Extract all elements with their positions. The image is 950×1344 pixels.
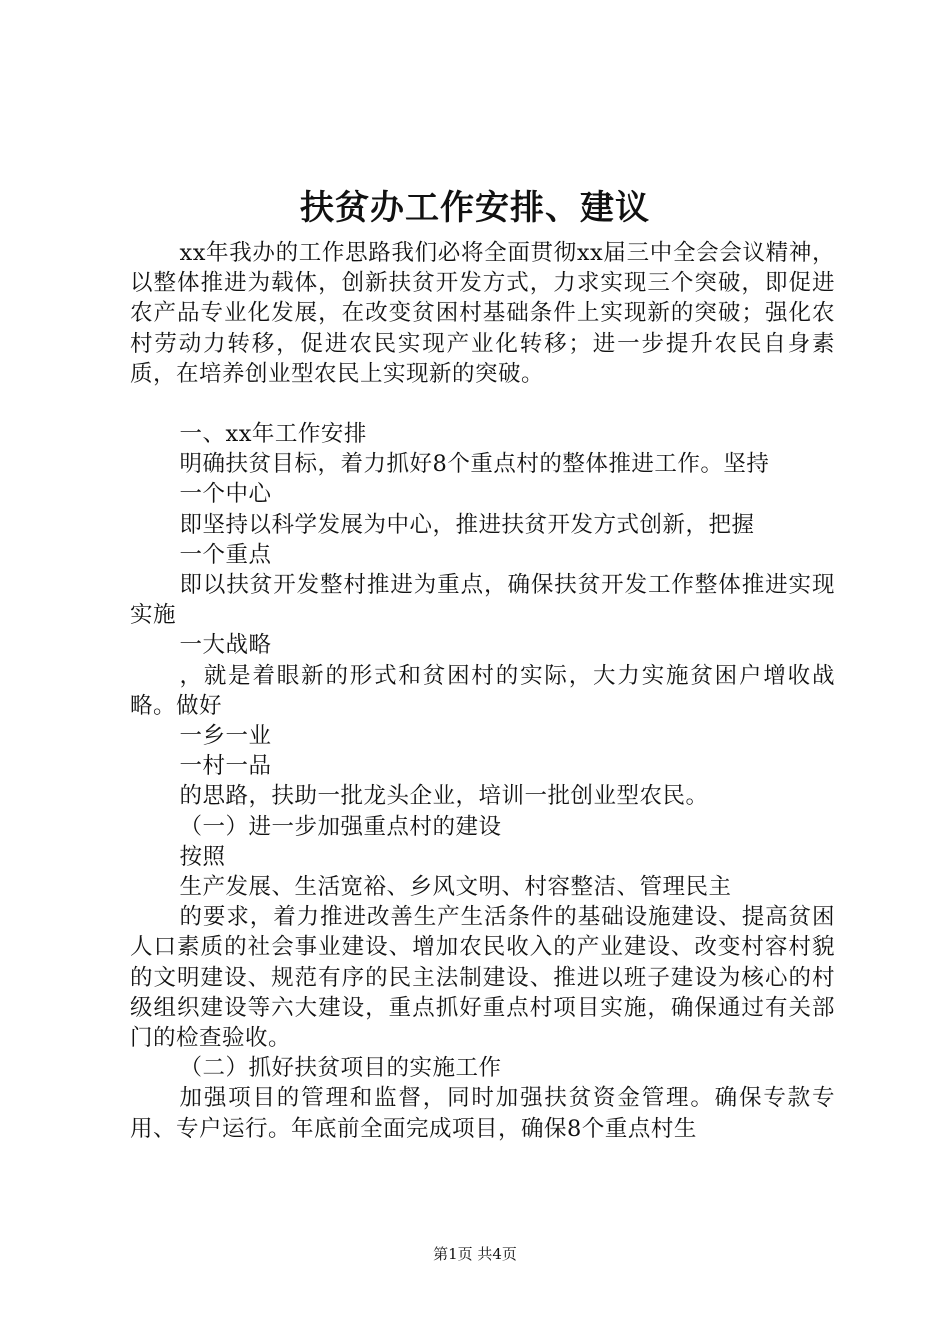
- subsection-heading-2: （二）抓好扶贫项目的实施工作: [179, 1055, 502, 1082]
- section-heading-1: 一、xx年工作安排: [179, 421, 367, 448]
- paragraph: 的思路，扶助一批龙头企业，培训一批创业型农民。: [179, 783, 709, 810]
- paragraph: 即坚持以科学发展为中心，推进扶贫开发方式创新，把握: [179, 511, 755, 538]
- subsection-heading-1: （一）进一步加强重点村的建设: [179, 813, 502, 840]
- paragraph: 一个中心: [179, 481, 272, 508]
- paragraph: 一大战略: [179, 632, 272, 659]
- paragraph: 一乡一业: [179, 723, 272, 750]
- paragraph: 明确扶贫目标，着力抓好8个重点村的整体推进工作。坚持: [179, 451, 770, 478]
- paragraph: 即以扶贫开发整村推进为重点，确保扶贫开发工作整体推进实现实施: [130, 572, 835, 629]
- document-title: 扶贫办工作安排、建议: [300, 188, 650, 228]
- paragraph: 一个重点: [179, 541, 272, 568]
- paragraph: 加强项目的管理和监督，同时加强扶贫资金管理。确保专款专用、专户运行。年底前全面完成项目，确保8个重点村生: [130, 1085, 835, 1142]
- document-body: [130, 238, 835, 1144]
- paragraph-intro: xx年我办的工作思路我们必将全面贯彻xx届三中全会会议精神，以整体推进为载体，创新扶贫开发方式，力求实现三个突破，即促进农产品专业化发展，在改变贫困村基础条件上实现新的突破；强化农村劳动力转移，促进农民实现产业化转移；进一步提升农民自身素质，在培养创业型农民上实现新的突破。: [130, 240, 835, 387]
- paragraph: 的要求，着力推进改善生产生活条件的基础设施建设、提高贫困人口素质的社会事业建设、增加农民收入的产业建设、改变村容村貌的文明建设、规范有序的民主法制建设、推进以班子建设为核心的村级组织建设等六大建设，重点抓好重点村项目实施，确保通过有关部门的检查验收。: [130, 904, 835, 1052]
- paragraph: 一村一品: [179, 753, 272, 780]
- paragraph: 按照: [179, 843, 226, 870]
- paragraph: 生产发展、生活宽裕、乡风文明、村容整洁、管理民主: [179, 874, 732, 901]
- page-number: 第1页 共4页: [433, 1245, 517, 1263]
- paragraph: ，就是着眼新的形式和贫困村的实际，大力实施贫困户增收战略。做好: [130, 662, 835, 719]
